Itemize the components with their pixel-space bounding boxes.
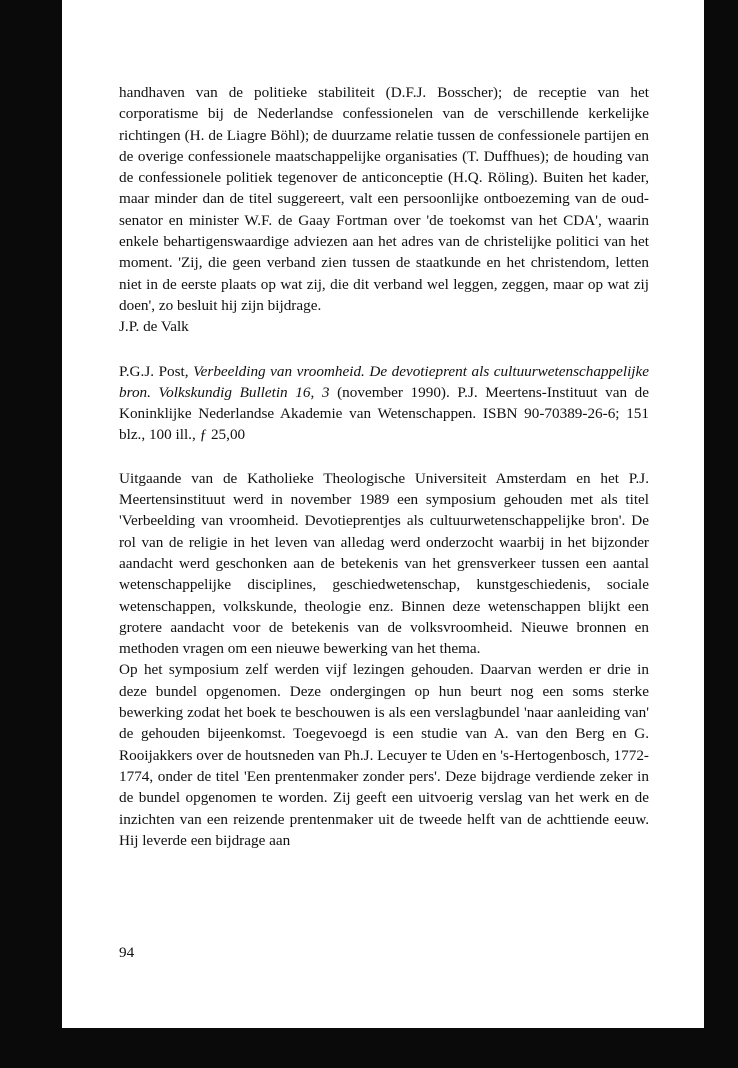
paragraph-3: Op het symposium zelf werden vijf lezingen gehouden. Daarvan werden er drie in deze bundel opgenomen. Deze ondergingen op hun beurt nog een soms sterke bewerking zodat het boek te beschouwen is als een verslagbundel 'naar aanleiding van' de gehouden bijeenkomst. Toegevoegd is een studie van A. van den Berg en G. Rooijakkers over de houtsneden van Ph.J. Lecuyer te Uden en 's-Hertogenbosch, 1772-1774, onder de titel 'Een prentenmaker zonder pers'. Deze bijdrage verdiende zeker in de bundel opgenomen te worden. Zij geeft een uitvoerig verslag van het werk en de inzichten van een reizende prentenmaker uit de tweede helft van de achttiende eeuw. Hij leverde een bijdrage aan <box>119 661 649 849</box>
review-title: Verbeelding van vroomheid. De devotieprent als cultuurwetenschappelijke bron. Volkskundig Bulletin 16, 3 <box>119 362 649 401</box>
scan-border-left <box>0 0 62 1068</box>
review-signature: J.P. de Valk <box>119 318 189 336</box>
paragraph-1: handhaven van de politieke stabiliteit (D.F.J. Bosscher); de receptie van het corporatisme bij de Nederlandse confessionelen van de verschillende kerkelijke richtingen (H. de Liagre Böhl); de duurzame relatie tussen de confessionele partijen en de overige confessionele maatschappelijke organisaties (T. Duffhues); de houding van de confessionele politiek tegenover de anticonceptie (H.Q. Röling). Buiten het kader, maar minder dan de titel suggereert, valt een persoonlijke ontboezeming van de oud-senator en minister W.F. de Gaay Fortman over 'de toekomst van het CDA', waarin enkele behartigenswaardige adviezen aan het adres van de christelijke politici van het moment. 'Zij, die geen verband zien tussen de staatkunde en het christendom, letten niet in de eerste plaats op wat zij, die dit verband wel leggen, zeggen, maar op wat zij doen', zo besluit hij zijn bijdrage. <box>119 84 649 314</box>
section-gap <box>119 446 649 468</box>
paragraph-2: Uitgaande van de Katholieke Theologische Universiteit Amsterdam en het P.J. Meertensinstituut werd in november 1989 een symposium gehouden met als titel 'Verbeelding van vroomheid. Devotieprentjes als cultuurwetenschappelijke bron'. De rol van de religie in het leven van alledag werd onderzocht waarbij in het bijzonder aandacht werd geschonken aan de betekenis van het grensverkeer tussen een aantal wetenschappelijke disciplines, geschiedwetenschap, kunstgeschiedenis, sociale wetenschappen, volkskunde, theologie enz. Binnen deze wetenschappen blijkt een grotere aandacht voor de betekenis van de volksvroomheid. Nieuwe bronnen en methoden vragen om een nieuwe bewerking van het thema. <box>119 469 649 658</box>
review-header <box>119 361 649 446</box>
review-details: (november 1990). P.J. Meertens-Instituut van de Koninklijke Nederlandse Akademie van Wetenschappen. ISBN 90-70389-26-6; 151 blz., 100 ill., ƒ 25,00 <box>119 383 649 444</box>
scan-border-right <box>704 0 738 1030</box>
scan-border-bottom <box>0 1028 738 1068</box>
page-number: 94 <box>119 944 135 961</box>
review-author: P.G.J. Post, <box>119 362 194 380</box>
page-body <box>119 82 649 851</box>
section-gap <box>119 338 649 361</box>
